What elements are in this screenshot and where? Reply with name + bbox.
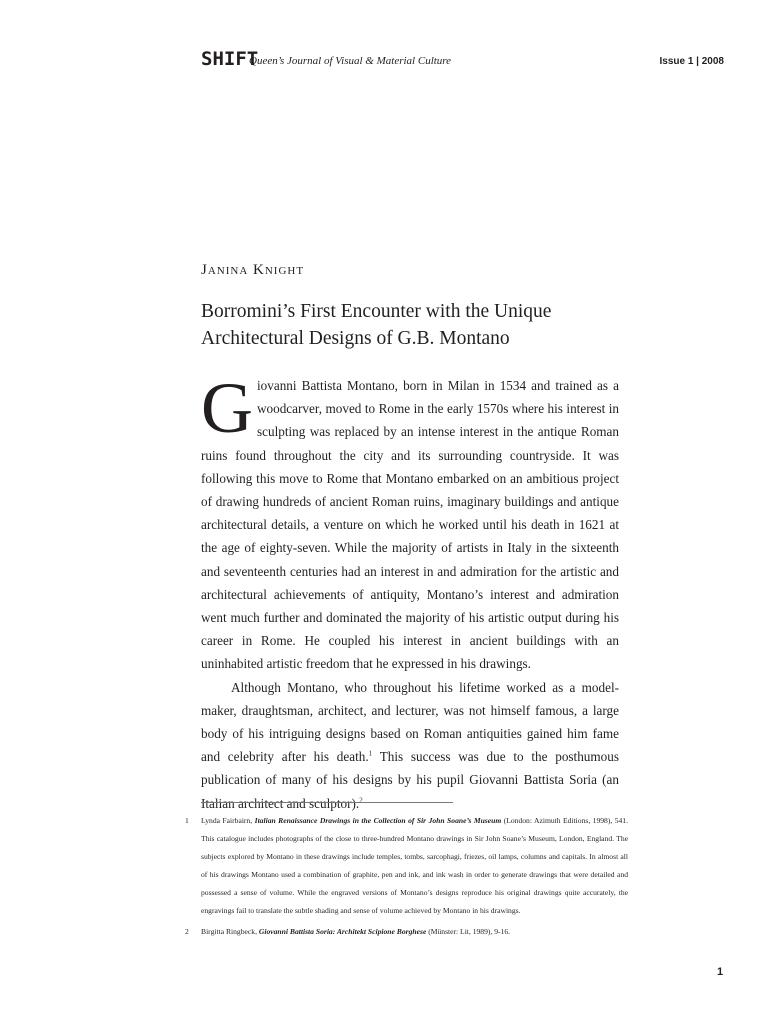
article-author: Janina Knight — [201, 262, 305, 278]
footnote-divider — [201, 802, 453, 803]
drop-cap: G — [201, 368, 253, 448]
journal-name: Queen’s Journal of Visual & Material Culture — [249, 55, 452, 67]
paragraph-2-text-a: Although Montano, who throughout his lifetime worked as a model-maker, draughtsman, architect, and lecturer, was not himself famous, a large body of his intriguing designs based on Roman antiquities gained him fame and celebrity after his death. — [201, 679, 619, 765]
article-body — [201, 368, 619, 815]
article-title: Borromini’s First Encounter with the Unique Architectural Designs of G.B. Montano — [201, 301, 552, 349]
paragraph-1 — [201, 368, 619, 676]
footnote-number: 1 — [185, 816, 189, 825]
footnote-ref-2[interactable]: 2 — [359, 796, 363, 805]
footnote-ref-1[interactable]: 1 — [368, 749, 373, 758]
footnote-text: (London: Azimuth Editions, 1998), 541. This catalogue includes photographs of the close to three-hundred Montano drawings in Sir John Soane’s Museum, London, England. The subjects explored by Montano in these drawings include temples, tombs, sarcophagi, friezes, oil lamps, columns and capitals. In almost all of his drawings Montano used a combination of graphite, pen and ink, and ink wash in order to generate drawings that were detailed and possessed a sense of volume. While the engraved versions of Montano’s designs reproduce his original drawings quite accurately, the engravings fail to translate the subtle shading and sense of volume achieved by Montano in his drawings. — [201, 816, 629, 916]
journal-logo: SHIFT — [201, 48, 259, 70]
footnote-source: Giovanni Battista Soria: Architekt Scipione Borghese — [258, 926, 427, 936]
footnote-1 — [185, 812, 628, 921]
paragraph-2 — [201, 676, 619, 815]
footnote-2 — [185, 923, 628, 941]
page-number: 1 — [717, 966, 724, 978]
footnote-source: Italian Renaissance Drawings in the Collection of Sir John Soane’s Museum — [254, 816, 502, 825]
paragraph-1-text: iovanni Battista Montano, born in Milan in 1534 and trained as a woodcarver, moved to Rome in the early 1570s where his interest in sculpting was replaced by an intense interest in the antique Roman ruins found throughout the city and its surrounding countryside. It was following this move to Rome that Montano embarked on an ambitious project of drawing hundreds of ancient Roman ruins, imaginary buildings and antique architectural details, a venture on which he worked until his death in 1621 at the age of eighty-seven. While the majority of artists in Italy in the sixteenth and seventeenth centuries had an interest in and admiration for the artistic and architectural achievements of antiquity, Montano’s interest and admiration went much further and dominated the majority of his artistic output during his career in Rome. He coupled his interest in ancient buildings with an uninhabited artistic freedom that he expressed in his drawings. — [201, 378, 619, 672]
page-header — [201, 48, 724, 72]
paragraph-2-text-b: This success was due to the posthumous publication of many of his designs by his pupil Giovanni Battista Soria (an Italian architect and sculptor). — [201, 749, 619, 811]
footnote-text: (Münster: Lit, 1989), 9-16. — [426, 926, 511, 936]
footnote-author: Birgitta Ringbeck, — [201, 926, 259, 936]
footnote-number: 2 — [185, 926, 189, 936]
issue-info: Issue 1 | 2008 — [659, 56, 724, 67]
footnotes — [185, 812, 628, 941]
footnote-author: Lynda Fairbairn, — [201, 816, 255, 825]
